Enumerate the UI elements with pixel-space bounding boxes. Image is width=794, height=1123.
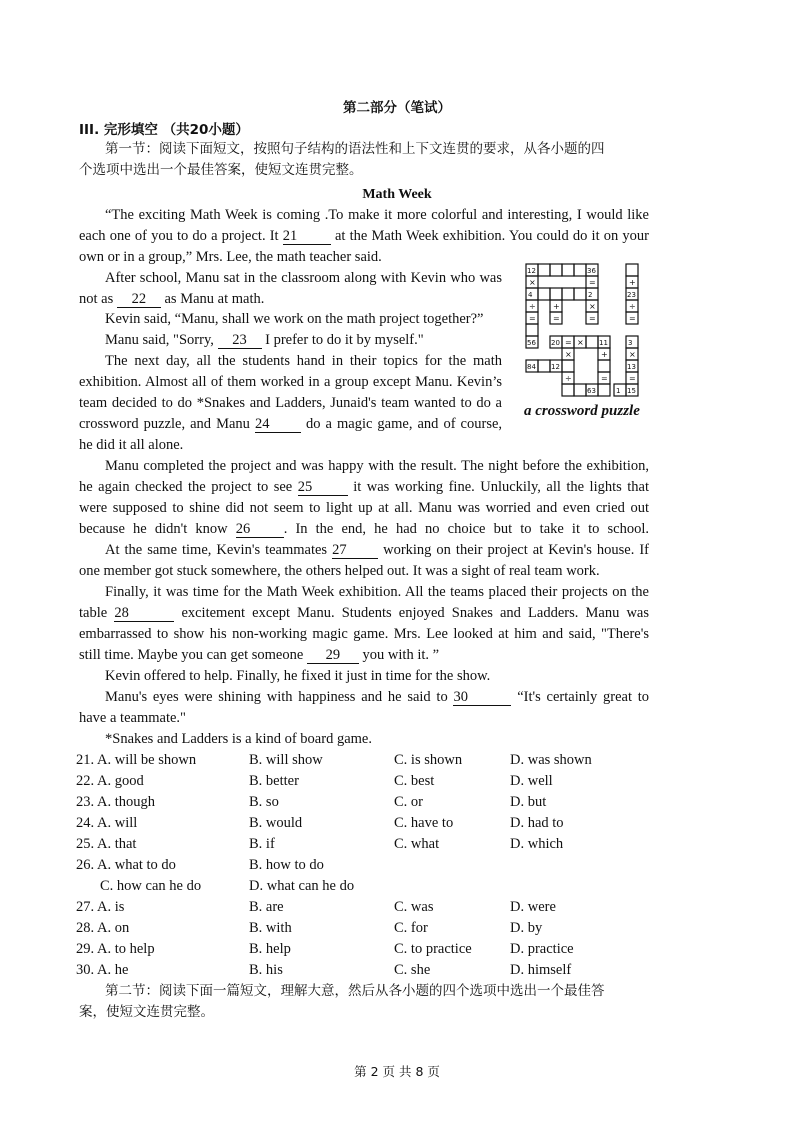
option-b[interactable]: B. would bbox=[249, 815, 303, 831]
instruction-2 bbox=[79, 981, 649, 1023]
option-b[interactable]: B. so bbox=[249, 794, 279, 810]
option-b[interactable]: B. better bbox=[249, 773, 299, 789]
option-c[interactable]: C. what bbox=[394, 836, 440, 852]
crossword-cell: 1 bbox=[616, 387, 621, 395]
passage-line: still time. Maybe you can get someone 29 you with it. ” bbox=[79, 647, 440, 663]
svg-text:=: = bbox=[629, 314, 636, 323]
svg-text:×: × bbox=[629, 350, 636, 359]
svg-text:=: = bbox=[589, 278, 596, 287]
svg-text:×: × bbox=[565, 350, 572, 359]
page-footer: 第 2 页 共 8 页 bbox=[354, 1064, 440, 1079]
option-a[interactable]: A. to help bbox=[97, 941, 155, 957]
option-a[interactable]: A. is bbox=[97, 899, 125, 915]
option-d[interactable]: D. well bbox=[510, 773, 553, 789]
passage-line: one member got stuck somewhere, the others helped out. It was a sight of real team work. bbox=[79, 563, 600, 579]
svg-text:×: × bbox=[589, 302, 596, 311]
blank-28[interactable]: 28 bbox=[114, 605, 174, 622]
crossword-cell: 15 bbox=[627, 387, 636, 395]
svg-text:×: × bbox=[577, 338, 584, 347]
option-a[interactable]: A. will bbox=[97, 815, 138, 831]
passage-line: were supposed to shine did not seem to light up at all. Manu was worried and even cried out bbox=[79, 500, 649, 516]
passage-line: Kevin offered to help. Finally, he fixed it just in time for the show. bbox=[105, 668, 491, 684]
crossword-cell: 12 bbox=[527, 267, 536, 275]
svg-text:×: × bbox=[529, 278, 536, 287]
svg-text:+: + bbox=[629, 278, 636, 287]
option-d[interactable]: D. which bbox=[510, 836, 564, 852]
svg-text:÷: ÷ bbox=[565, 374, 572, 383]
option-d[interactable]: D. himself bbox=[510, 962, 572, 978]
instruction-2-line-1: 第二节：阅读下面一篇短文，理解大意，然后从各小题的四个选项中选出一个最佳答 bbox=[105, 983, 605, 999]
part-title: 第二部分（笔试） bbox=[343, 100, 451, 116]
section-title: III. 完形填空 （共20小题） bbox=[79, 122, 249, 138]
blank-30[interactable]: 30 bbox=[453, 689, 511, 706]
option-a[interactable]: A. what to do bbox=[97, 857, 176, 873]
crossword-cell: 36 bbox=[587, 267, 596, 275]
crossword-caption: a crossword puzzle bbox=[524, 403, 640, 419]
footnote: *Snakes and Ladders is a kind of board game. bbox=[105, 731, 372, 747]
passage-line: own or in a group,” Mrs. Lee, the math teacher said. bbox=[79, 249, 382, 265]
option-d[interactable]: D. by bbox=[510, 920, 543, 936]
crossword-cell: 23 bbox=[627, 291, 636, 299]
passage-line: Manu said, "Sorry, 23 I prefer to do it by myself." bbox=[105, 332, 424, 348]
exam-page: 第二部分（笔试） III. 完形填空 （共20小题） 第一节：阅读下面短文，按照句子结构的语法性和上下文连贯的要求，从各小题的四 个选项中选出一个最佳答案，使短文连贯完整。 Math Week “The exciting Math Week is coming .To make it more colorful and interesting, I would like each one of you to do a project. It 21 at the Math Week exhibition. You could do it on your own or in a group,” Mrs. Lee, the math teacher said. After school, Manu sat in the classroom along with Kevin who was not as 22 as Manu at math. Kevin said, “Manu, shall we work on the math project together?” Manu said, "Sorry, 23 I prefer to do it by myself." The next day, all the students hand in their topics for the math exhibition. Almost all of them worked in a group except Manu. Kevin’s team decided to do *Snakes and Ladders, Junaid's team wanted to do a crossword puzzle, and Manu 24 do a magic game, and of course, he did it all alone. Manu completed the project and was happy with the result. The night before the exhibition, he again checked the project to see 25 it was working fine. Unluckily, all the lights that were supposed to shine did not seem to light up at all. Manu was worried and even cried out because he didn't know 26 . In the end, he had no choice but to take it to school. At the same time, Kevin's teammates 27 working on their project at Kevin's house. If one member got stuck somewhere, the others helped out. It was a sight of real team work. Finally, it was time for the Math Week exhibition. All the teams placed their projects on the table 28 excitement except Manu. Students enjoyed Snakes and Ladders. Manu was embarrassed to show his non-working magic game. Mrs. Lee looked at him and said, "There's still time. Maybe you can get someone 29 you with it. ” Kevin offered to help. Finally, he fixed it just in time for the show. Manu's eyes were shining with happiness and he said to 30 “It's certainly great to have a teammate." *Snakes and Ladders is a kind of board game. 12 36 4 23 2 56 20 11 3 84 12 13 15 63 1 × ÷ = + = = × = × ÷ + = + ÷ = × = = × a crossword puzzle 21. A. will be shown B. will show C. is shown D. was shown 22. A. good B. better C. best D. well 23. A. though B. so C. or D. but 24. A. will B. would C. have to D. had to 25. A. that B. if C. what D. which 26. A. what to do B. how to do C. how can he do D. what can he do 27. A. is B. are C. was D. were 28. A. on B. with C. for D. by 29. A. to help B. help C. to practice D. practice 30. A. he B. his C. she D. himself 第二节：阅读下面一篇短文，理解大意，然后从各小题的四个选项中选出一个最佳答 案，使短文连贯完整。 第 2 页 共 8 页 bbox=[0, 0, 794, 1123]
blank-25[interactable]: 25 bbox=[298, 479, 348, 496]
crossword-cell: 3 bbox=[628, 339, 633, 347]
passage-line: he again checked the project to see 25 it was working fine. Unluckily, all the lights that bbox=[79, 479, 650, 495]
passage-line: After school, Manu sat in the classroom along with Kevin who was bbox=[105, 270, 502, 286]
option-b[interactable]: B. if bbox=[249, 836, 275, 852]
svg-text:÷: ÷ bbox=[529, 302, 536, 311]
option-c[interactable]: C. is shown bbox=[394, 752, 463, 768]
crossword-cell: 2 bbox=[588, 291, 593, 299]
svg-text:÷: ÷ bbox=[629, 302, 636, 311]
svg-text:=: = bbox=[565, 338, 572, 347]
instruction-1 bbox=[79, 139, 649, 181]
crossword-cell: 63 bbox=[587, 387, 596, 395]
crossword-cell: 84 bbox=[527, 363, 536, 371]
svg-text:=: = bbox=[589, 314, 596, 323]
option-d[interactable]: D. had to bbox=[510, 815, 564, 831]
option-c[interactable]: C. how can he do bbox=[100, 878, 202, 894]
option-b[interactable]: B. with bbox=[249, 920, 292, 936]
blank-26[interactable]: 26 bbox=[236, 521, 284, 538]
svg-text:+: + bbox=[601, 350, 608, 359]
option-a[interactable]: A. though bbox=[97, 794, 155, 810]
passage-line: team decided to do *Snakes and Ladders, Junaid's team wanted to do a bbox=[79, 395, 502, 411]
passage-line: “The exciting Math Week is coming .To make it more colorful and interesting, I would like bbox=[105, 207, 649, 223]
option-b[interactable]: B. are bbox=[249, 899, 284, 915]
passage-line: The next day, all the students hand in their topics for the math bbox=[105, 353, 502, 369]
passage-line: crossword puzzle, and Manu 24 do a magic game, and of course, bbox=[79, 416, 503, 432]
svg-text:+: + bbox=[553, 302, 560, 311]
option-d[interactable]: D. what can he do bbox=[249, 878, 355, 894]
instruction-2-line-2: 案，使短文连贯完整。 bbox=[79, 1004, 214, 1020]
crossword-cell: 13 bbox=[627, 363, 636, 371]
option-c[interactable]: C. to practice bbox=[394, 941, 472, 957]
blank-27[interactable]: 27 bbox=[332, 542, 378, 559]
option-c[interactable]: C. have to bbox=[394, 815, 454, 831]
option-b[interactable]: B. will show bbox=[249, 752, 323, 768]
option-a[interactable]: A. he bbox=[97, 962, 129, 978]
blank-21[interactable]: 21 bbox=[283, 228, 331, 245]
blank-22[interactable]: 22 bbox=[117, 291, 161, 308]
svg-text:=: = bbox=[601, 374, 608, 383]
instruction-1-line-2: 个选项中选出一个最佳答案，使短文连贯完整。 bbox=[79, 162, 363, 178]
option-a[interactable]: A. will be shown bbox=[97, 752, 197, 768]
svg-text:=: = bbox=[529, 314, 536, 323]
option-b[interactable]: B. his bbox=[249, 962, 283, 978]
option-d[interactable]: D. was shown bbox=[510, 752, 592, 768]
option-d[interactable]: D. but bbox=[510, 794, 547, 810]
passage-line: each one of you to do a project. It 21 at the Math Week exhibition. You could do it on your bbox=[79, 228, 650, 244]
passage-line: he did it all alone. bbox=[79, 437, 184, 453]
option-c[interactable]: C. was bbox=[394, 899, 434, 915]
option-c[interactable]: C. she bbox=[394, 962, 431, 978]
blank-23[interactable]: 23 bbox=[218, 332, 262, 349]
passage-line: embarrassed to show his non-working magic game. Mrs. Lee looked at him and said, "There's bbox=[79, 626, 649, 642]
instruction-1-line-1: 第一节：阅读下面短文，按照句子结构的语法性和上下文连贯的要求，从各小题的四 bbox=[105, 141, 605, 157]
option-b[interactable]: B. how to do bbox=[249, 857, 324, 873]
crossword-cell: 4 bbox=[528, 291, 533, 299]
passage-line: table 28 excitement except Manu. Students enjoyed Snakes and Ladders. Manu was bbox=[79, 605, 650, 621]
svg-text:=: = bbox=[629, 374, 636, 383]
option-c[interactable]: C. best bbox=[394, 773, 435, 789]
option-d[interactable]: D. were bbox=[510, 899, 556, 915]
option-b[interactable]: B. help bbox=[249, 941, 291, 957]
crossword-puzzle-image bbox=[522, 260, 652, 400]
option-c[interactable]: C. for bbox=[394, 920, 428, 936]
passage-line: not as 22 as Manu at math. bbox=[79, 291, 265, 307]
blank-24[interactable]: 24 bbox=[255, 416, 301, 433]
passage-line: Manu's eyes were shining with happiness and he said to 30 “It's certainly great to bbox=[105, 689, 650, 705]
svg-text:=: = bbox=[553, 314, 560, 323]
crossword-cell: 11 bbox=[599, 339, 608, 347]
blank-29[interactable]: 29 bbox=[307, 647, 359, 664]
passage-title: Math Week bbox=[362, 187, 432, 202]
passage-line: have a teammate." bbox=[79, 710, 186, 726]
option-a[interactable]: A. that bbox=[97, 836, 137, 852]
option-c[interactable]: C. or bbox=[394, 794, 423, 810]
option-a[interactable]: A. good bbox=[97, 773, 144, 789]
passage-line: because he didn't know 26 . In the end, he had no choice but to take it to school. bbox=[79, 521, 649, 537]
crossword-cell: 56 bbox=[527, 339, 536, 347]
crossword-cell: 20 bbox=[551, 339, 560, 347]
passage-line: Kevin said, “Manu, shall we work on the math project together?” bbox=[105, 311, 484, 327]
crossword-cell: 12 bbox=[551, 363, 560, 371]
passage-line: At the same time, Kevin's teammates 27 working on their project at Kevin's house. If bbox=[105, 542, 649, 558]
passage-line: Finally, it was time for the Math Week exhibition. All the teams placed their projects on the bbox=[105, 584, 649, 600]
option-a[interactable]: A. on bbox=[97, 920, 130, 936]
passage-line: exhibition. Almost all of them worked in a group except Manu. Kevin’s bbox=[79, 374, 502, 390]
option-d[interactable]: D. practice bbox=[510, 941, 574, 957]
passage-line: Manu completed the project and was happy with the result. The night before the exhibition, bbox=[105, 458, 649, 474]
